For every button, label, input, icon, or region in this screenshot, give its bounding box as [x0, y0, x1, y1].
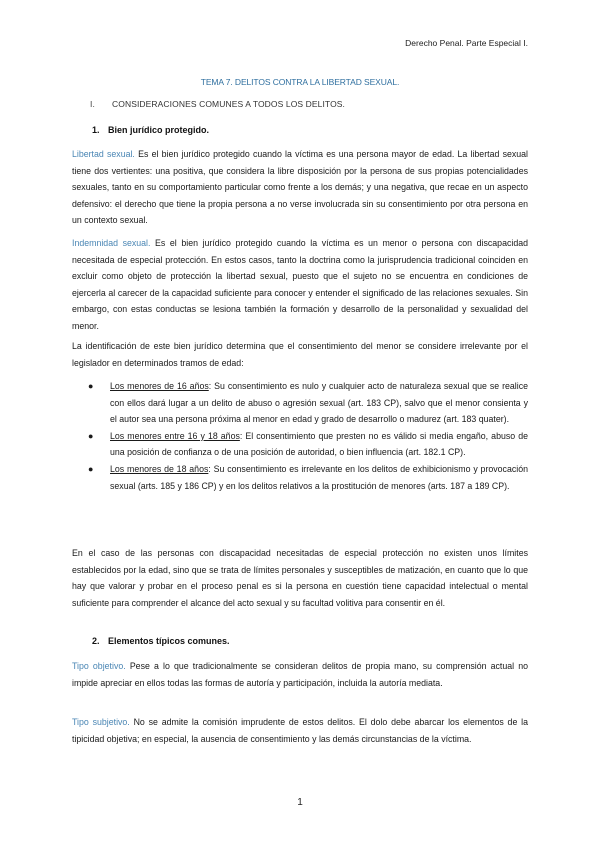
section-numeral: I. [90, 99, 95, 109]
bullet-lead: Los menores de 18 años [110, 463, 209, 474]
bullet-text: : Su consentimiento es irrelevante en los delitos de exhibicionismo y provocación sexual (arts. 185 y 186 CP) y en los delitos relativos a la prostitución de menores (arts. 187 a 189 CP). [110, 463, 528, 491]
paragraph-lead: Indemnidad sexual. [72, 238, 151, 248]
bullet-icon: ● [88, 430, 94, 441]
bullet-icon: ● [88, 463, 94, 474]
bullet-text: : Su consentimiento es nulo y cualquier acto de naturaleza sexual que se realice con ellos dará lugar a un delito de abuso o agresión sexual (art. 183 CP), salvo que el menor consienta y el autor sea una persona próxima al menor en edad y grado de desarrollo o madurez (art. 183 quater). [110, 381, 528, 425]
paragraph-text: No se admite la comisión imprudente de estos delitos. El dolo debe abarcar los elementos de la tipicidad objetiva; en especial, la ausencia de consentimiento y las demás circunstancias de la víctima. [72, 717, 528, 744]
paragraph-tipo-subjetivo [72, 714, 528, 747]
subheading-bien-juridico [92, 125, 209, 135]
paragraph-text: Es el bien jurídico protegido cuando la víctima es una persona mayor de edad. La libertad sexual tiene dos vertientes: una positiva, que considera la libre disposición por la persona de sus propias potencialidades sexuales, tanto en su comportamiento particular como frente a los demás; y una negativa, que recae en un aspecto defensivo: el derecho que tiene la propia persona a no verse involucrada sin su consentimiento por otra persona en un contexto sexual. [72, 149, 529, 226]
chapter-title: TEMA 7. DELITOS CONTRA LA LIBERTAD SEXUAL. [200, 77, 400, 87]
paragraph-lead: Tipo subjetivo. [72, 717, 130, 727]
paragraph-tipo-objetivo [72, 658, 528, 691]
subheading-numeral: 2. [92, 636, 100, 646]
paragraph-identificacion: La identificación de este bien jurídico determina que el consentimiento del menor se considere irrelevante por el legislador en determinados tramos de edad: [72, 341, 528, 368]
age-bullet-list [72, 378, 528, 494]
bullet-icon: ● [88, 381, 94, 391]
subheading-label: Bien jurídico protegido. [108, 125, 209, 135]
section-heading [90, 99, 345, 109]
subheading-label: Elementos típicos comunes. [108, 636, 230, 646]
list-item [72, 461, 528, 494]
section-label: CONSIDERACIONES COMUNES A TODOS LOS DELITOS. [112, 99, 346, 109]
subheading-elementos [92, 636, 230, 646]
list-item [72, 378, 528, 428]
paragraph-text: Pese a lo que tradicionalmente se consideran delitos de propia mano, su comprensión actual no impide apreciar en ellos todas las formas de autoría y participación, incluida la autoría mediata. [72, 661, 528, 688]
bullet-text: : El consentimiento que presten no es válido si media engaño, abuso de una posición de confianza o de una posición de autoridad, o bien influencia (art. 182.1 CP). [110, 430, 528, 458]
list-item [72, 428, 528, 461]
paragraph-discapacidad: En el caso de las personas con discapacidad necesitadas de especial protección no existen unos límites establecidos por la edad, sino que se trata de límites personales y susceptibles de matización, en cuanto que lo que hay que valorar y probar en el proceso penal es si la persona en cuestión tiene capacidad intelectual o mental suficiente para comprender el alcance del acto sexual y su facultad volitiva para consentir en él. [72, 548, 528, 608]
paragraph-indemnidad-sexual [72, 235, 528, 335]
page-number: 1 [297, 797, 303, 808]
bullet-lead: Los menores de 16 años [110, 381, 209, 391]
running-header: Derecho Penal. Parte Especial I. [405, 38, 528, 48]
subheading-numeral: 1. [92, 125, 100, 135]
paragraph-lead: Tipo objetivo. [72, 661, 126, 671]
paragraph-libertad-sexual [72, 146, 528, 229]
bullet-lead: Los menores entre 16 y 18 años [110, 430, 240, 441]
paragraph-text: Es el bien jurídico protegido cuando la víctima es un menor o persona con discapacidad necesitada de especial protección. En estos casos, tanto la doctrina como la jurisprudencia tradicional coinciden en excluir como objeto de protección la libertad sexual, puesto que el sujeto no se encuentra en condiciones de ejercerla al carecer de la capacidad suficiente para conocer y entender el significado de las relaciones sexuales. Sin embargo, con estas conductas se lesiona también la formación y desarrollo de la personalidad y sexualidad del menor. [72, 238, 528, 331]
paragraph-lead: Libertad sexual. [72, 149, 135, 159]
